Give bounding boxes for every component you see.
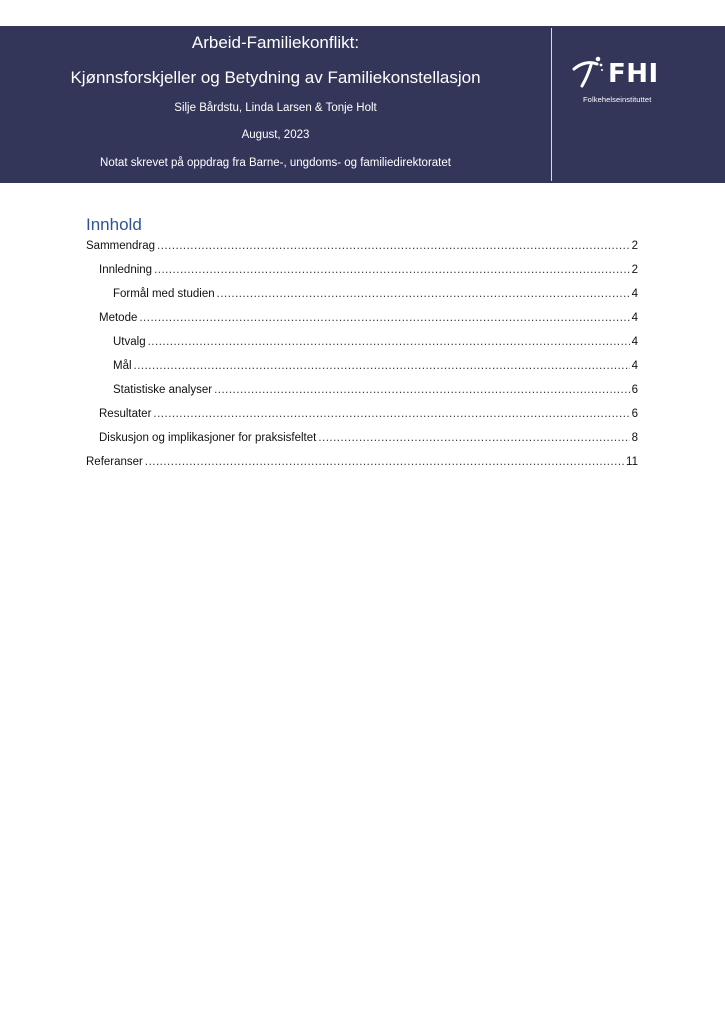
toc-entry-referanser[interactable] (86, 455, 638, 470)
toc-leader-dots (214, 383, 630, 398)
toc-leader-dots (153, 407, 629, 422)
toc-entry-label[interactable]: Mål (113, 360, 132, 372)
document-title-line2: Kjønnsforskjeller og Betydning av Familiekonstellasjon (70, 68, 481, 87)
table-of-contents (86, 214, 638, 468)
document-title-line1: Arbeid-Familiekonflikt: (191, 33, 360, 52)
toc-heading: Innhold (86, 215, 142, 234)
toc-entry-label[interactable]: Sammendrag (86, 240, 156, 252)
fhi-figure-icon (572, 56, 606, 90)
toc-leader-dots (157, 239, 630, 254)
toc-entry-page[interactable]: 8 (631, 432, 638, 444)
toc-leader-dots (217, 287, 630, 302)
fhi-logo (572, 56, 672, 106)
toc-entry-sammendrag[interactable] (86, 239, 638, 254)
toc-entry-label[interactable]: Diskusjon og implikasjoner for praksisfeltet (99, 432, 317, 444)
toc-entry-label[interactable]: Metode (99, 312, 138, 324)
toc-entry-page[interactable]: 4 (631, 360, 638, 372)
toc-entry-metode[interactable] (86, 311, 638, 326)
toc-leader-dots (148, 335, 630, 350)
toc-entry-innledning[interactable] (86, 263, 638, 278)
toc-entry-formal-med-studien[interactable] (86, 287, 638, 302)
header-divider (551, 28, 552, 181)
toc-entry-label[interactable]: Utvalg (113, 336, 146, 348)
toc-entry-page[interactable]: 2 (631, 240, 638, 252)
toc-entry-page[interactable]: 4 (631, 312, 638, 324)
toc-entry-statistiske-analyser[interactable] (86, 383, 638, 398)
authors: Silje Bårdstu, Linda Larsen & Tonje Holt (174, 102, 377, 114)
toc-entry-label[interactable]: Resultater (99, 408, 152, 420)
toc-entry-utvalg[interactable] (86, 335, 638, 350)
toc-entry-page[interactable]: 4 (631, 336, 638, 348)
header-text-block (0, 26, 551, 183)
toc-entry-page[interactable]: 2 (631, 264, 638, 276)
toc-entry-page[interactable]: 4 (631, 288, 638, 300)
fhi-logo-subtitle: Folkehelseinstituttet (583, 95, 652, 104)
toc-entry-label[interactable]: Referanser (86, 456, 143, 468)
fhi-logo-text: FHI (608, 59, 659, 89)
toc-entry-diskusjon[interactable] (86, 431, 638, 446)
toc-leader-dots (134, 359, 630, 374)
header-banner (0, 26, 725, 183)
toc-leader-dots (318, 431, 629, 446)
toc-entry-page[interactable]: 6 (631, 384, 638, 396)
publication-date: August, 2023 (241, 129, 310, 141)
toc-entry-resultater[interactable] (86, 407, 638, 422)
toc-entry-label[interactable]: Formål med studien (113, 288, 215, 300)
toc-entry-label[interactable]: Statistiske analyser (113, 384, 213, 396)
toc-entry-label[interactable]: Innledning (99, 264, 153, 276)
toc-leader-dots (145, 455, 624, 470)
toc-entry-page[interactable]: 6 (631, 408, 638, 420)
toc-entry-mal[interactable] (86, 359, 638, 374)
toc-leader-dots (139, 311, 629, 326)
toc-entry-page[interactable]: 11 (626, 456, 638, 468)
commission-note: Notat skrevet på oppdrag fra Barne-, ungdoms- og familiedirektoratet (100, 157, 451, 169)
toc-leader-dots (154, 263, 630, 278)
